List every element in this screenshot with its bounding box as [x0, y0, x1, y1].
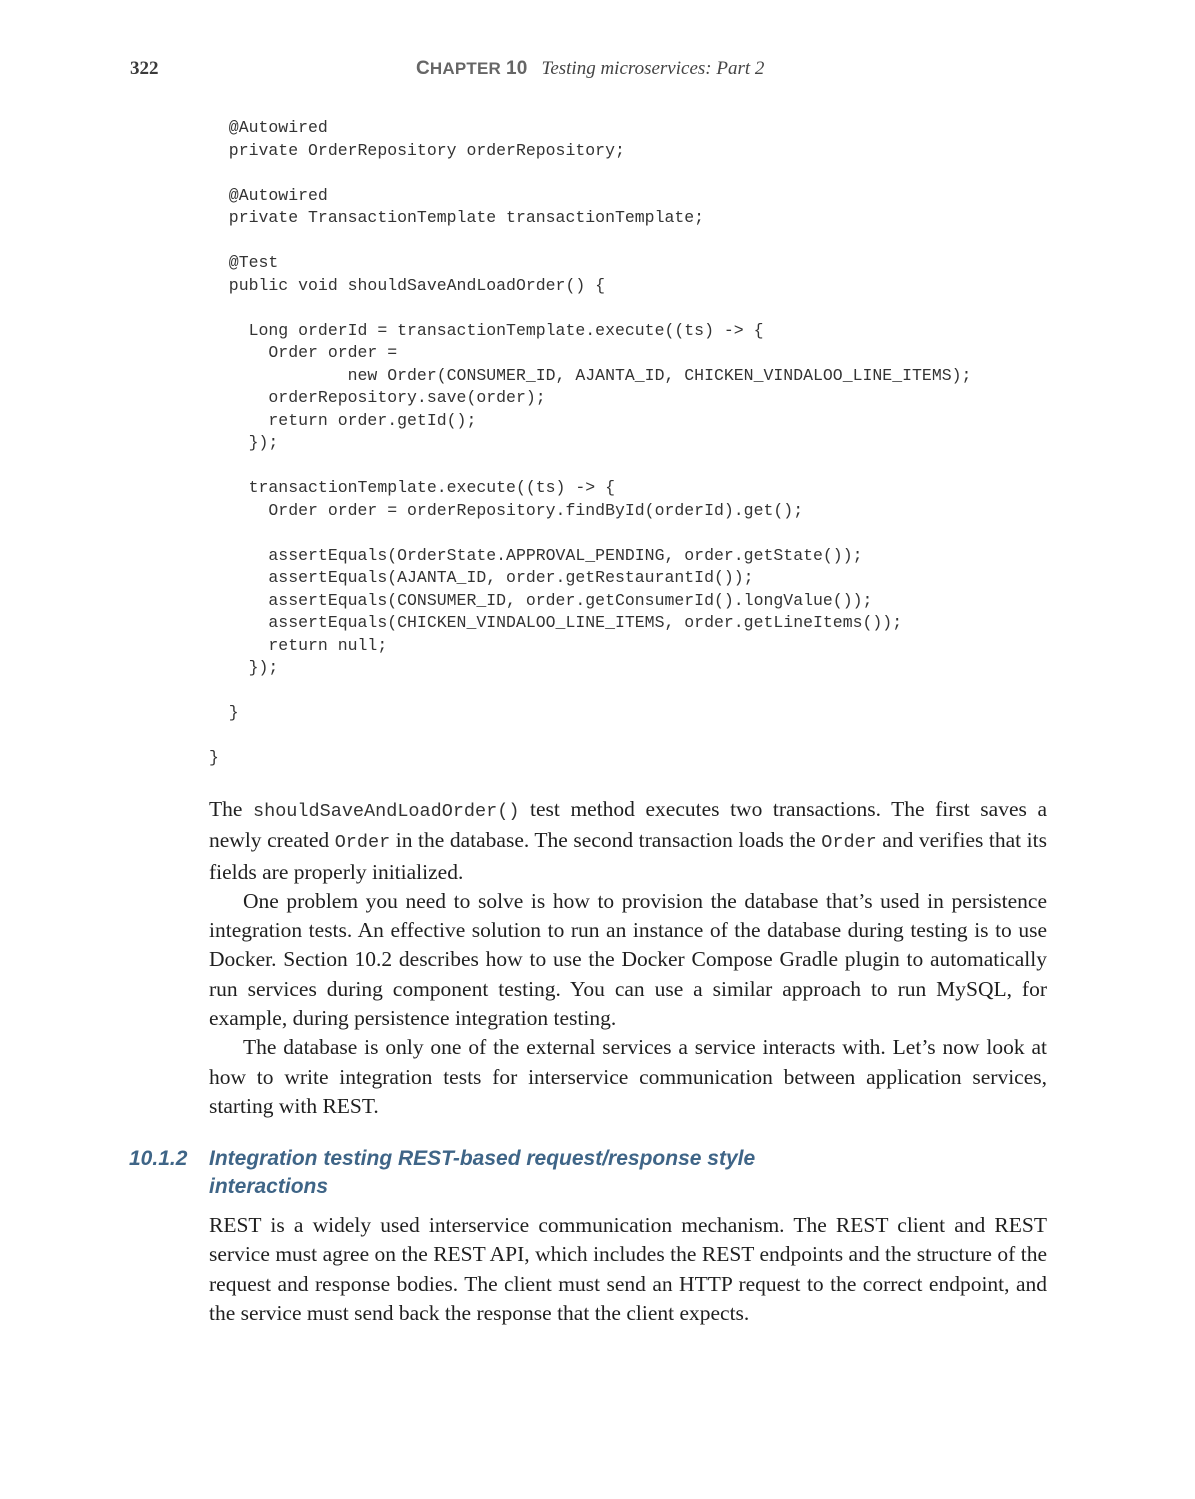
paragraph-2: One problem you need to solve is how to provision the database that’s used in persistence integration tests. An effective solution to run an instance of the database during testing is to use Docker. Section 10.2 describes how to use the Docker Compose Gradle plugin to automatically run services during component testing. You can use a similar approach to run MySQL, for example, during persistence integration testing.	[209, 888, 1047, 1031]
code-line: assertEquals(AJANTA_ID, order.getRestaurantId());	[209, 568, 754, 587]
code-line: return null;	[209, 635, 388, 655]
code-line	[209, 455, 971, 478]
code-line: @Test	[209, 253, 279, 272]
code-line	[209, 297, 971, 320]
paragraph-4: REST is a widely used interservice communication mechanism. The REST client and REST service must agree on the REST API, which includes the REST endpoints and the structure of the request and response bodies. The client must send an HTTP request to the correct endpoint, and the service must send back the response that the client expects.	[209, 1213, 1047, 1325]
body-text-upper	[209, 795, 1047, 1121]
code-line: transactionTemplate.execute((ts) -> {	[209, 478, 615, 497]
code-line: @Autowired	[209, 118, 328, 137]
chapter-number: 10	[505, 58, 528, 79]
inline-code: Order	[821, 832, 877, 854]
paragraph-1: The shouldSaveAndLoadOrder() test method executes two transactions. The first saves a newly created Order in the database. The second transaction loads the Order and verifies that its fields are properly initialized.	[209, 797, 1047, 884]
code-line: Long orderId = transactionTemplate.execute((ts) -> {	[209, 320, 764, 340]
code-line: });	[209, 433, 279, 452]
code-line	[209, 522, 971, 545]
paragraph-3: The database is only one of the external services a service interacts with. Let’s now look at how to write integration tests for interservice communication between application services, starting with REST.	[209, 1035, 1047, 1118]
code-line: assertEquals(OrderState.APPROVAL_PENDING, order.getState());	[209, 545, 863, 565]
code-line: Order order = orderRepository.findById(orderId).get();	[209, 500, 804, 520]
chapter-title: Testing microservices: Part 2	[541, 58, 765, 79]
code-line: });	[209, 658, 279, 677]
code-line: return order.getId();	[209, 410, 477, 430]
code-line: orderRepository.save(order);	[209, 388, 546, 407]
code-line	[209, 725, 971, 748]
code-line	[209, 162, 971, 185]
code-line: }	[209, 703, 239, 722]
code-listing	[209, 117, 971, 770]
code-line: @Autowired	[209, 185, 328, 205]
code-line	[209, 230, 971, 253]
code-line: public void shouldSaveAndLoadOrder() {	[209, 275, 606, 295]
code-line: private TransactionTemplate transactionTemplate;	[209, 208, 705, 227]
code-line: Order order =	[209, 343, 398, 362]
code-line: }	[209, 748, 219, 767]
code-line: new Order(CONSUMER_ID, AJANTA_ID, CHICKEN_VINDALOO_LINE_ITEMS);	[209, 365, 972, 385]
chapter-label: CHAPTER 10	[416, 58, 528, 79]
code-line: assertEquals(CHICKEN_VINDALOO_LINE_ITEMS, order.getLineItems());	[209, 613, 903, 632]
code-line	[209, 680, 971, 703]
code-line: assertEquals(CONSUMER_ID, order.getConsumerId().longValue());	[209, 590, 873, 610]
running-head	[416, 58, 764, 80]
inline-code: Order	[334, 832, 391, 854]
page-number: 322	[130, 58, 159, 79]
body-text-lower	[209, 1211, 1047, 1328]
code-line: private OrderRepository orderRepository;	[209, 140, 625, 160]
section-number: 10.1.2	[129, 1147, 188, 1170]
section-title: Integration testing REST-based request/response style interactions	[209, 1147, 756, 1198]
inline-code: shouldSaveAndLoadOrder()	[253, 801, 520, 822]
